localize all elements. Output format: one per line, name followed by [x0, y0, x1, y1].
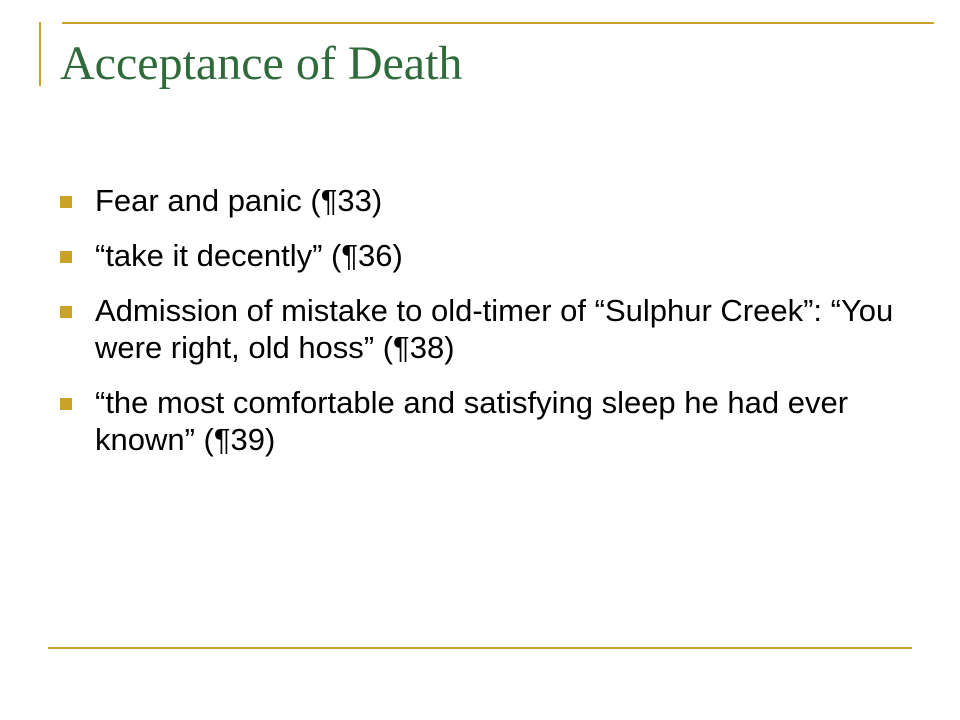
left-rule — [39, 22, 41, 86]
square-bullet-icon — [60, 196, 72, 208]
bullet-text: “take it decently” (¶36) — [95, 238, 403, 273]
top-rule — [62, 22, 934, 24]
bullet-text: Fear and panic (¶33) — [95, 183, 383, 218]
bullet-text: “the most comfortable and satisfying sleep he had ever known” (¶39) — [95, 385, 849, 457]
bullet-text: Admission of mistake to old-timer of “Sulphur Creek”: “You were right, old hoss” (¶38) — [95, 293, 894, 365]
bullet-item — [60, 237, 900, 274]
slide-title: Acceptance of Death — [60, 37, 463, 90]
square-bullet-icon — [60, 398, 72, 410]
bullet-item — [60, 182, 900, 219]
square-bullet-icon — [60, 251, 72, 263]
bullet-item — [60, 384, 900, 458]
square-bullet-icon — [60, 306, 72, 318]
bullet-item — [60, 292, 900, 366]
bullet-list — [60, 182, 900, 476]
bottom-rule — [48, 647, 912, 649]
